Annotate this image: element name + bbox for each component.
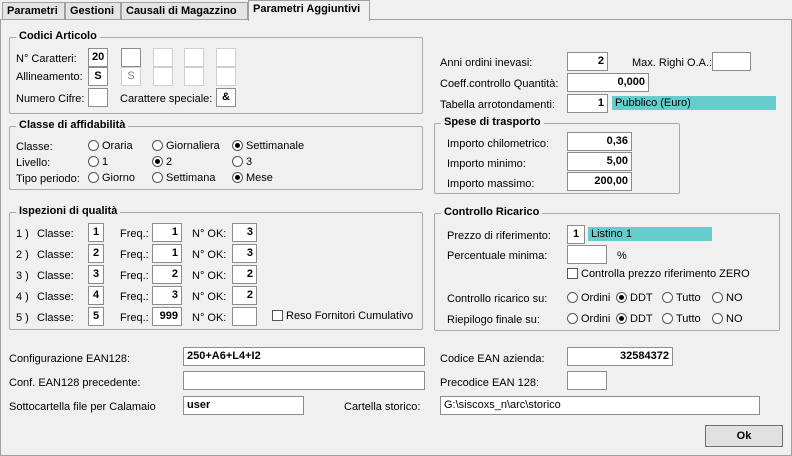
ispezione-row-4-classe[interactable]: 4 — [88, 286, 104, 305]
radio-icon — [567, 292, 578, 303]
livello-radio-2[interactable]: 2 — [152, 156, 172, 169]
precodice-label: Precodice EAN 128: — [440, 377, 540, 389]
massimo-label: Importo massimo: — [447, 178, 535, 190]
controllo-label: Controllo ricarico su: — [447, 293, 548, 305]
allineamento-field-2[interactable]: S — [121, 67, 141, 86]
ispezione-row-4-freq[interactable]: 3 — [152, 286, 182, 305]
riepilogo-radio-ddt[interactable]: DDT — [616, 313, 653, 326]
tab-bar — [0, 0, 792, 20]
caratteri-field-2[interactable] — [121, 48, 141, 67]
affidabilita-title: Classe di affidabilità — [16, 119, 128, 131]
periodo-radio-giorno[interactable]: Giorno — [88, 172, 135, 185]
percentuale-field[interactable] — [567, 245, 607, 264]
classe-label: Classe: — [16, 141, 53, 153]
precodice-field[interactable] — [567, 371, 607, 390]
ispezione-row-2-classe[interactable]: 2 — [88, 244, 104, 263]
ispezione-row-1-freq[interactable]: 1 — [152, 223, 182, 242]
radio-icon — [662, 313, 673, 324]
ricarico-title: Controllo Ricarico — [441, 206, 542, 218]
ispezione-row-2-freq-label: Freq.: — [120, 249, 149, 261]
radio-icon — [567, 313, 578, 324]
controlla-zero-checkbox[interactable]: Controlla prezzo riferimento ZERO — [567, 268, 750, 281]
speciale-field[interactable]: & — [216, 88, 236, 107]
spese-trasporto-title: Spese di trasporto — [441, 116, 544, 128]
allineamento-field-3[interactable] — [153, 67, 173, 86]
ispezione-row-4-nok-label: N° OK: — [192, 291, 227, 303]
sottocartella-label: Sottocartella file per Calamaio — [9, 401, 156, 413]
reso-fornitori-checkbox[interactable]: Reso Fornitori Cumulativo — [272, 310, 413, 323]
controllo-radio-no[interactable]: NO — [712, 292, 743, 305]
sottocartella-field[interactable]: user — [183, 396, 304, 415]
livello-radio-3[interactable]: 3 — [232, 156, 252, 169]
minimo-field[interactable]: 5,00 — [567, 152, 632, 171]
tab-causali[interactable]: Causali di Magazzino — [121, 2, 248, 20]
ean-prec-field[interactable] — [183, 371, 425, 390]
anni-field[interactable]: 2 — [567, 52, 608, 71]
controllo-radio-ordini[interactable]: Ordini — [567, 292, 610, 305]
ispezione-row-5-classe[interactable]: 5 — [88, 307, 104, 326]
allineamento-label: Allineamento: — [16, 71, 83, 83]
radio-selected-icon — [616, 313, 627, 324]
prezzo-label: Prezzo di riferimento: — [447, 230, 551, 242]
ean-field[interactable]: 250+A6+L4+I2 — [183, 347, 425, 366]
ean-prec-label: Conf. EAN128 precedente: — [9, 377, 141, 389]
ispezione-row-3-classe[interactable]: 3 — [88, 265, 104, 284]
tabella-field[interactable]: 1 — [567, 94, 608, 113]
codici-articolo-title: Codici Articolo — [16, 30, 100, 42]
periodo-label: Tipo periodo: — [16, 173, 80, 185]
caratteri-field-4[interactable] — [184, 48, 204, 67]
allineamento-field-5[interactable] — [216, 67, 236, 86]
chilometrico-field[interactable]: 0,36 — [567, 132, 632, 151]
anni-label: Anni ordini inevasi: — [440, 57, 533, 69]
ispezione-row-3-number: 3 ) — [16, 270, 29, 282]
checkbox-icon — [567, 268, 578, 279]
ispezione-row-4-nok[interactable]: 2 — [232, 286, 257, 305]
ispezione-row-3-freq-label: Freq.: — [120, 270, 149, 282]
cifre-label: Numero Cifre: — [16, 93, 85, 105]
ispezioni-title: Ispezioni di qualità — [16, 205, 120, 217]
ispezione-row-3-classe-label: Classe: — [37, 270, 74, 282]
livello-radio-1[interactable]: 1 — [88, 156, 108, 169]
riepilogo-radio-no[interactable]: NO — [712, 313, 743, 326]
radio-icon — [88, 156, 99, 167]
radio-selected-icon — [616, 292, 627, 303]
radio-icon — [152, 140, 163, 151]
prezzo-description: Listino 1 — [588, 227, 712, 241]
ean-label: Configurazione EAN128: — [9, 353, 131, 365]
cifre-field[interactable] — [88, 88, 108, 107]
caratteri-field-1[interactable]: 20 — [88, 48, 108, 67]
ispezione-row-5-freq[interactable]: 999 — [152, 307, 182, 326]
caratteri-label: N° Caratteri: — [16, 53, 77, 65]
allineamento-field-4[interactable] — [184, 67, 204, 86]
riepilogo-radio-ordini[interactable]: Ordini — [567, 313, 610, 326]
radio-selected-icon — [152, 156, 163, 167]
tab-parametri-aggiuntivi[interactable]: Parametri Aggiuntivi — [248, 0, 370, 21]
ispezione-row-1-nok[interactable]: 3 — [232, 223, 257, 242]
ispezione-row-5-number: 5 ) — [16, 312, 29, 324]
ispezione-row-5-classe-label: Classe: — [37, 312, 74, 324]
tabella-label: Tabella arrotondamenti: — [440, 99, 555, 111]
coeff-label: Coeff.controllo Quantità: — [440, 78, 559, 90]
radio-selected-icon — [232, 140, 243, 151]
radio-icon — [712, 313, 723, 324]
prezzo-field[interactable]: 1 — [567, 225, 585, 244]
allineamento-field-1[interactable]: S — [88, 67, 108, 86]
controllo-radio-ddt[interactable]: DDT — [616, 292, 653, 305]
percent-sign: % — [617, 250, 627, 262]
ispezione-row-3-nok-label: N° OK: — [192, 270, 227, 282]
ispezione-row-4-freq-label: Freq.: — [120, 291, 149, 303]
ispezione-row-2-number: 2 ) — [16, 249, 29, 261]
massimo-field[interactable]: 200,00 — [567, 172, 632, 191]
ispezione-row-1-freq-label: Freq.: — [120, 228, 149, 240]
radio-icon — [662, 292, 673, 303]
ispezione-row-4-classe-label: Classe: — [37, 291, 74, 303]
radio-icon — [152, 172, 163, 183]
ispezione-row-5-nok[interactable] — [232, 307, 257, 326]
ispezione-row-1-classe-label: Classe: — [37, 228, 74, 240]
periodo-radio-mese[interactable]: Mese — [232, 172, 273, 185]
ispezione-row-1-number: 1 ) — [16, 228, 29, 240]
radio-icon — [88, 140, 99, 151]
codice-ean-label: Codice EAN azienda: — [440, 353, 545, 365]
ispezione-row-3-freq[interactable]: 2 — [152, 265, 182, 284]
classe-radio-giornaliera[interactable]: Giornaliera — [152, 140, 220, 153]
periodo-radio-settimana[interactable]: Settimana — [152, 172, 216, 185]
tab-gestioni[interactable]: Gestioni — [65, 2, 121, 20]
radio-selected-icon — [232, 172, 243, 183]
coeff-field[interactable]: 0,000 — [567, 73, 649, 92]
codice-ean-field[interactable]: 32584372 — [567, 347, 673, 366]
controllo-radio-tutto[interactable]: Tutto — [662, 292, 701, 305]
classe-radio-oraria[interactable]: Oraria — [88, 140, 133, 153]
ispezione-row-4-number: 4 ) — [16, 291, 29, 303]
ispezione-row-2-freq[interactable]: 1 — [152, 244, 182, 263]
tab-parametri[interactable]: Parametri — [2, 2, 65, 20]
speciale-label: Carattere speciale: — [120, 93, 213, 105]
livello-label: Livello: — [16, 157, 51, 169]
radio-icon — [88, 172, 99, 183]
maxrighi-label: Max. Righi O.A.: — [632, 57, 713, 69]
ispezione-row-1-classe[interactable]: 1 — [88, 223, 104, 242]
ispezione-row-1-nok-label: N° OK: — [192, 228, 227, 240]
checkbox-icon — [272, 310, 283, 321]
ispezione-row-2-nok[interactable]: 3 — [232, 244, 257, 263]
ispezione-row-2-classe-label: Classe: — [37, 249, 74, 261]
caratteri-field-3[interactable] — [153, 48, 173, 67]
classe-radio-settimanale[interactable]: Settimanale — [232, 140, 304, 153]
ok-button[interactable]: Ok — [705, 425, 783, 447]
maxrighi-field[interactable] — [712, 52, 751, 71]
radio-icon — [712, 292, 723, 303]
riepilogo-radio-tutto[interactable]: Tutto — [662, 313, 701, 326]
riepilogo-label: Riepilogo finale su: — [447, 314, 540, 326]
ispezione-row-3-nok[interactable]: 2 — [232, 265, 257, 284]
storico-field[interactable]: G:\siscoxs_n\arc\storico — [440, 396, 760, 415]
tabella-description: Pubblico (Euro) — [612, 96, 776, 110]
storico-label: Cartella storico: — [344, 401, 421, 413]
ispezione-row-5-freq-label: Freq.: — [120, 312, 149, 324]
ispezione-row-2-nok-label: N° OK: — [192, 249, 227, 261]
minimo-label: Importo minimo: — [447, 158, 526, 170]
chilometrico-label: Importo chilometrico: — [447, 138, 550, 150]
ispezione-row-5-nok-label: N° OK: — [192, 312, 227, 324]
caratteri-field-5[interactable] — [216, 48, 236, 67]
radio-icon — [232, 156, 243, 167]
percentuale-label: Percentuale minima: — [447, 250, 548, 262]
